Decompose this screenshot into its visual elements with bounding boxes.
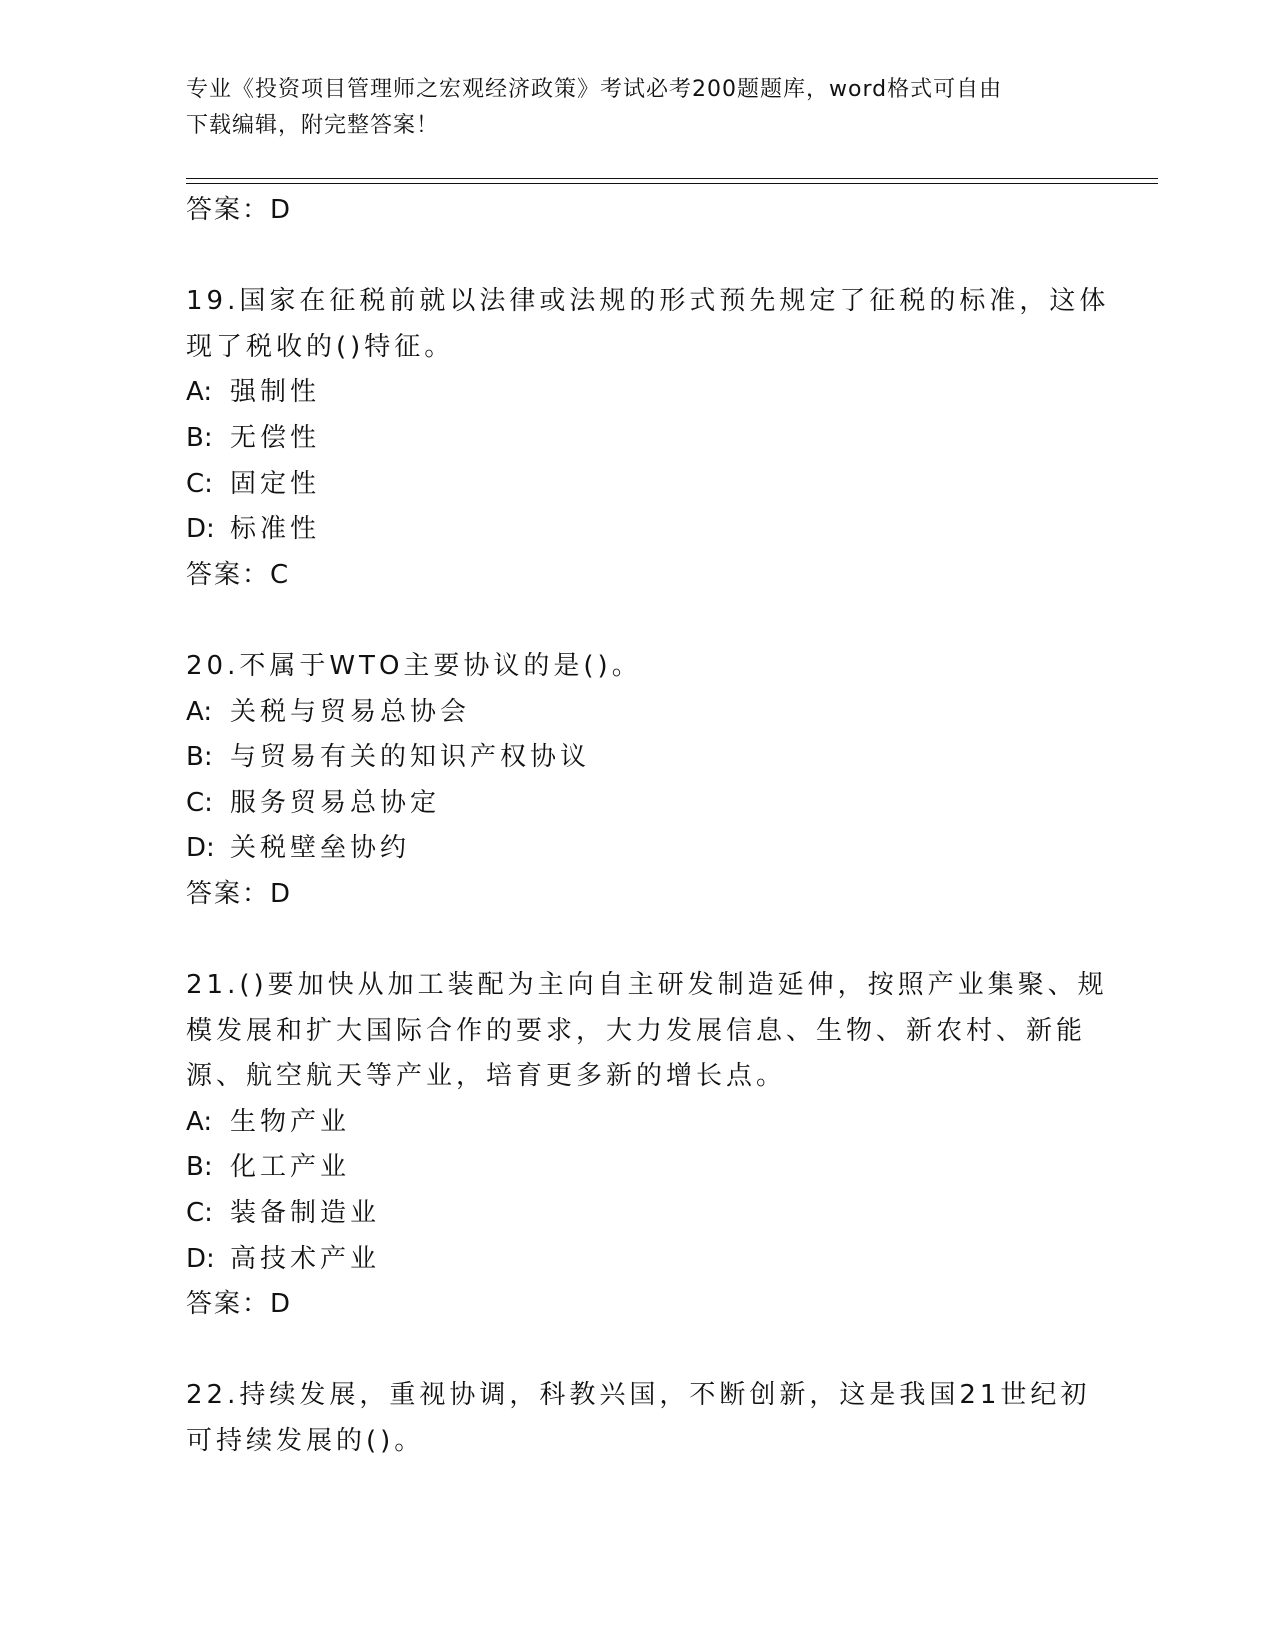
option-a [186,370,1086,416]
option-text: 生物产业 [230,1106,351,1137]
option-text: 无偿性 [230,422,321,453]
header-divider-bottom [186,183,1158,184]
question-stem-line: 20.不属于WTO主要协议的是()。 [186,650,642,681]
header-divider-top [186,178,1158,179]
question-stem-line: 模发展和扩大国际合作的要求，大力发展信息、生物、新农村、新能 [186,1015,1087,1046]
option-b [186,416,1086,462]
option-d [186,507,1086,553]
option-d [186,826,1086,872]
question-content [186,188,1110,1465]
option-d [186,1237,1086,1283]
option-key: C: [186,787,213,818]
option-text: 标准性 [230,514,321,545]
answer: 答案：D [186,878,293,909]
document-header [186,72,1066,144]
option-b [186,735,1086,781]
previous-answer: 答案：D [186,195,293,225]
option-c [186,1191,1086,1237]
answer: 答案：C [186,559,291,590]
option-key: B: [186,742,213,773]
option-text: 固定性 [230,468,321,499]
question-stem-line: 现了税收的()特征。 [186,331,455,362]
option-key: B: [186,422,213,453]
option-key: A: [186,696,213,727]
option-key: B: [186,1152,213,1183]
option-key: C: [186,468,213,499]
spacer [186,1328,1086,1374]
header-line-2: 下载编辑，附完整答案！ [186,113,440,138]
option-text: 装备制造业 [230,1198,381,1229]
option-c [186,781,1086,827]
question-stem-line: 21.()要加快从加工装配为主向自主研发制造延伸，按照产业集聚、规 [186,970,1108,1001]
option-key: C: [186,1198,213,1229]
header-line-1: 专业《投资项目管理师之宏观经济政策》考试必考200题题库，word格式可自由 [186,77,1003,102]
question-21 [186,963,1108,1328]
spacer [186,598,1086,644]
question-19 [186,279,1110,598]
option-key: A: [186,1106,213,1137]
spacer [186,918,1086,964]
question-22 [186,1373,1091,1464]
question-stem-line: 可持续发展的()。 [186,1426,425,1457]
option-text: 与贸易有关的知识产权协议 [230,742,591,773]
option-text: 化工产业 [230,1152,351,1183]
question-20 [186,644,1086,918]
option-text: 高技术产业 [230,1243,381,1274]
option-a [186,1100,1086,1146]
option-a [186,690,1086,736]
answer: 答案：D [186,1289,293,1320]
question-stem-line: 19.国家在征税前就以法律或法规的形式预先规定了征税的标准，这体 [186,286,1110,317]
option-key: D: [186,1243,215,1274]
option-text: 服务贸易总协定 [230,787,441,818]
option-b [186,1145,1086,1191]
option-c [186,462,1086,508]
question-stem-line: 22.持续发展，重视协调，科教兴国，不断创新，这是我国21世纪初 [186,1380,1091,1411]
option-key: A: [186,377,213,408]
option-key: D: [186,514,215,545]
spacer [186,234,1086,280]
option-key: D: [186,833,215,864]
option-text: 强制性 [230,377,321,408]
question-stem-line: 源、航空航天等产业，培育更多新的增长点。 [186,1061,787,1092]
option-text: 关税与贸易总协会 [230,696,471,727]
option-text: 关税壁垒协约 [230,833,411,864]
